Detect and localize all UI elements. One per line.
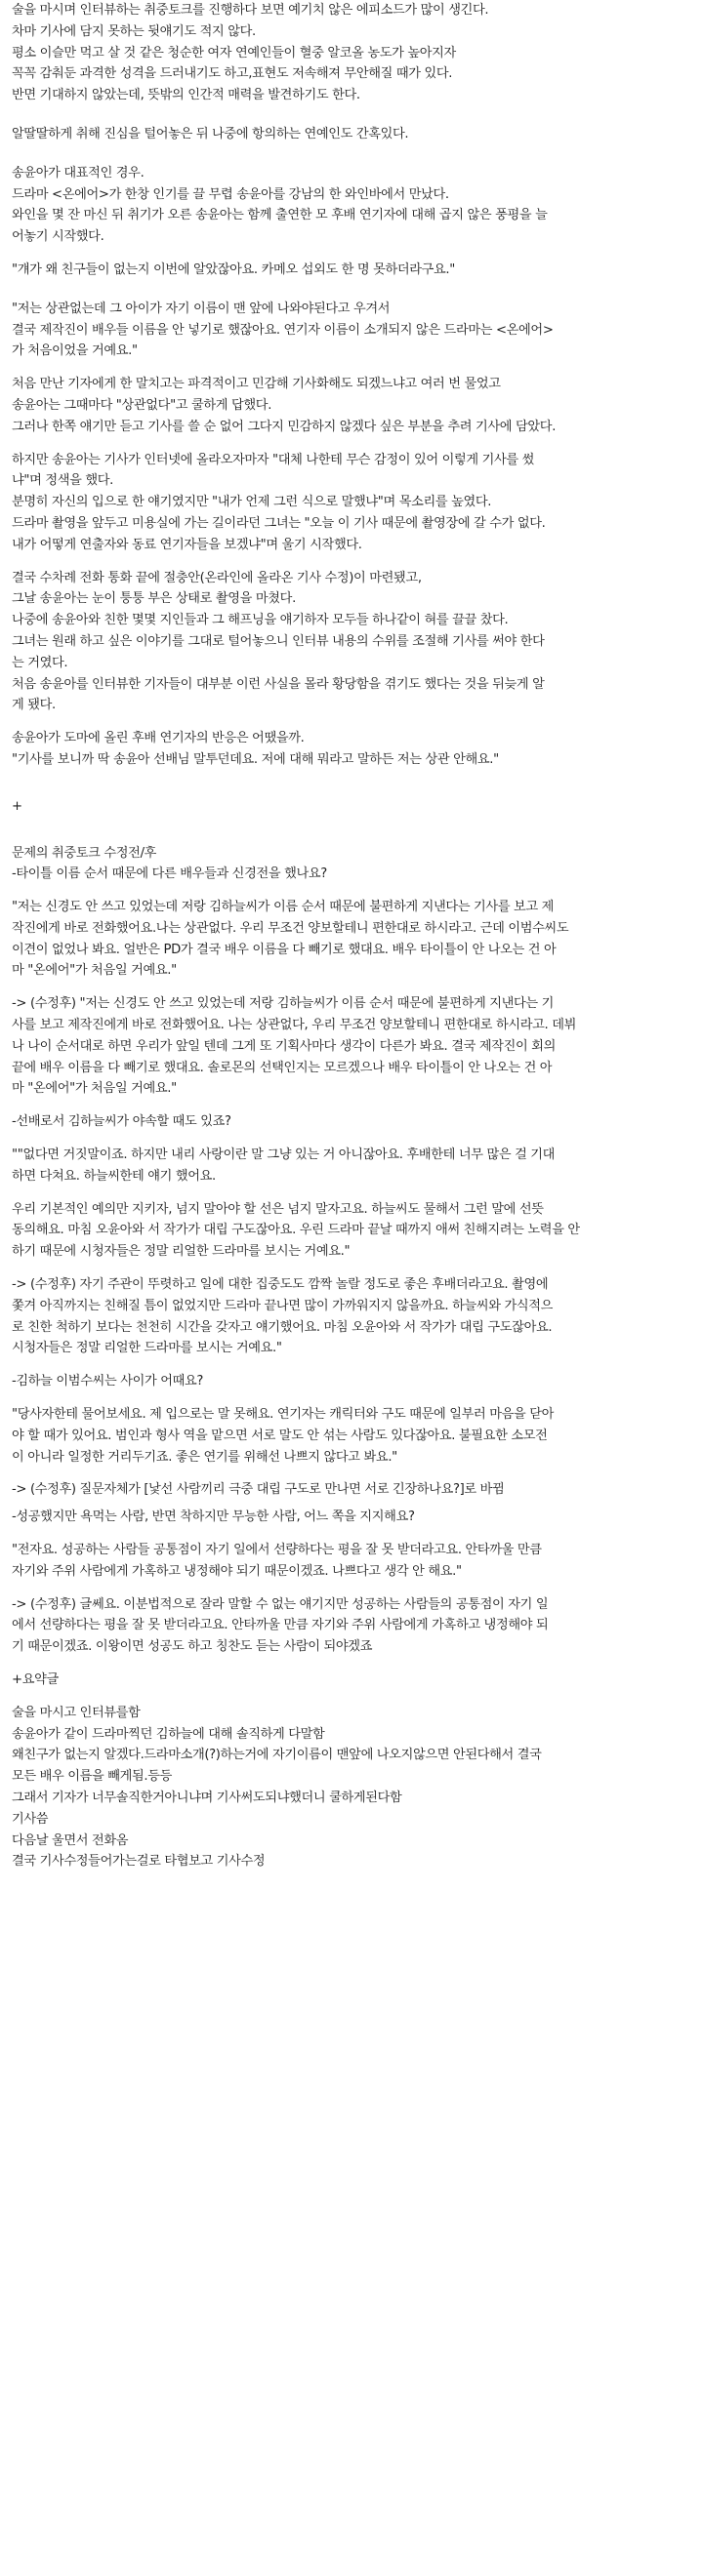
text-line: 송윤아가 같이 드라마찍던 김하늘에 대해 솔직하게 다말함 [12, 1726, 325, 1742]
text-line: 기 때문이겠죠. 이왕이면 성공도 하고 칭찬도 듣는 사람이 되야겠죠 [12, 1639, 373, 1655]
text-line: 그래서 기자가 너무솔직한거아니냐며 기사써도되냐했더니 쿨하게된다함 [12, 1790, 402, 1805]
text-line: 왜친구가 없는지 알겠다.드라마소개(?)하는거에 자기이름이 맨앞에 나오지않으면 안된다해서 결국 [12, 1748, 542, 1763]
text-line: 와인을 몇 잔 마신 뒤 취기가 오른 송윤아는 함께 출연한 모 후배 연기자에 대해 곱지 않은 풍평을 늘 [12, 208, 548, 223]
paragraph [12, 1404, 695, 1468]
article-body [12, 0, 695, 1872]
text-line: -> (수정후) 자기 주관이 뚜렷하고 일에 대한 집중도도 깜짝 놀랄 정도로 좋은 후배더라고요. 촬영에 [12, 1277, 549, 1293]
paragraph [12, 568, 695, 717]
text-line: -타이틀 이름 순서 때문에 다른 배우들과 신경전을 했나요? [12, 866, 327, 882]
text-line: 이견이 없었나 봐요. 얼반은 PD가 결국 배우 이름을 다 빼기로 했대요. 배우 타이틀이 안 나오는 건 아 [12, 942, 557, 957]
text-line: 사를 보고 제작진에게 바로 전화했어요. 나는 상관없다, 우리 무조건 양보할테니 편한대로 하시라고. 데뷔 [12, 1018, 576, 1033]
text-line: 자기와 주위 사람에게 가혹하고 냉정해야 되기 때문이겠죠. 나쁘다고 생각 안 해요." [12, 1563, 462, 1579]
paragraph [12, 1274, 695, 1359]
text-line: 그러나 한쪽 얘기만 듣고 기사를 쓸 순 없어 그다지 민감하지 않겠다 싶은 부분을 추려 기사에 담았다. [12, 419, 557, 434]
text-line: 그녀는 원래 하고 싶은 이야기를 그대로 털어놓으니 인터뷰 내용의 수위를 조절해 기사를 써야 한다 [12, 633, 545, 649]
text-line: 다음날 울면서 전화옴 [12, 1832, 129, 1848]
paragraph [12, 993, 695, 1100]
text-line: "당사자한테 물어보세요. 제 입으로는 말 못해요. 연기자는 캐릭터와 구도 때문에 일부러 마음을 닫아 [12, 1407, 555, 1423]
text-line: -> (수정후) 질문자체가 [낯선 사람끼리 극중 대립 구도로 만나면 서로 긴장하나요?]로 바뀜 [12, 1482, 505, 1498]
text-line: 처음 송윤아를 인터뷰한 기자들이 대부분 이런 사실을 몰라 황당함을 겪기도 했다는 것을 뒤늦게 알 [12, 676, 545, 692]
paragraph [12, 260, 695, 281]
text-line: 분명히 자신의 입으로 한 얘기였지만 "내가 언제 그런 식으로 말했냐"며 목소리를 높였다. [12, 495, 492, 510]
text-line: 술을 마시고 인터뷰를함 [12, 1705, 141, 1720]
text-line: "걔가 왜 친구들이 없는지 이번에 알았잖아요. 카메오 섭외도 한 명 못하더라구요." [12, 262, 455, 277]
text-line: 그날 송윤아는 눈이 퉁퉁 부은 상태로 촬영을 마쳤다. [12, 591, 296, 607]
text-line: -김하늘 이범수씨는 사이가 어때요? [12, 1374, 204, 1389]
paragraph [12, 1199, 695, 1263]
text-line: "기사를 보니까 딱 송윤아 선배님 말투던데요. 저에 대해 뭐라고 말하든 저는 상관 안해요." [12, 751, 499, 767]
text-line: +요약글 [12, 1672, 59, 1687]
text-line: 시청자들은 정말 리얼한 드라마를 보시는 거예요." [12, 1341, 282, 1356]
text-line: 차마 기사에 담지 못하는 뒷얘기도 적지 않다. [12, 23, 256, 39]
text-line: 드라마 촬영을 앞두고 미용실에 가는 길이라던 그녀는 "오늘 이 기사 때문에 촬영장에 갈 수가 없다. [12, 515, 546, 531]
text-line: 이 아니라 일정한 거리두기죠. 좋은 연기를 위해선 나쁘지 않다고 봐요." [12, 1449, 397, 1465]
text-line: 냐"며 정색을 했다. [12, 473, 113, 489]
text-line: 꼭꼭 감춰둔 과격한 성격을 드러내기도 하고,표현도 저속해져 무안해질 때가 있다. [12, 66, 453, 82]
text-line: 드라마 <온에어>가 한창 인기를 끌 무렵 송윤아를 강남의 한 와인바에서 만났다. [12, 186, 449, 202]
text-line: 송윤아가 도마에 올린 후배 연기자의 반응은 어땠을까. [12, 731, 305, 746]
paragraph [12, 450, 695, 556]
text-line: 알딸딸하게 취해 진심을 털어놓은 뒤 나중에 항의하는 연예인도 간혹있다. [12, 126, 409, 141]
text-line: -> (수정후) "저는 신경도 안 쓰고 있었는데 저랑 김하늘씨가 이름 순서 때문에 불편하게 지낸다는 기 [12, 996, 554, 1012]
text-line: 하기 때문에 시청자들은 정말 리얼한 드라마를 보시는 거예요." [12, 1244, 351, 1260]
paragraph [12, 1507, 695, 1528]
text-line: -> (수정후) 글쎄요. 이분법적으로 잘라 말할 수 없는 얘기지만 성공하는 사람들의 공통점이 자기 일 [12, 1596, 549, 1612]
paragraph [12, 1479, 695, 1501]
paragraph [12, 1371, 695, 1392]
text-line: 처음 만난 기자에게 한 말치고는 파격적이고 민감해 기사화해도 되겠느냐고 여러 번 물었고 [12, 377, 501, 392]
text-line: 하지만 송윤아는 기사가 인터넷에 올라오자마자 "대체 나한테 무슨 감정이 있어 이렇게 기사를 썼 [12, 452, 534, 467]
text-line: 게 됐다. [12, 698, 56, 713]
text-line: 마 "온에어"가 처음일 거예요." [12, 963, 177, 979]
text-line: 끝에 배우 이름을 다 빼기로 했대요. 솔로몬의 선택인지는 모르겠으나 배우 타이틀이 안 나오는 건 아 [12, 1060, 553, 1075]
text-line: 모든 배우 이름을 빼게됨.등등 [12, 1769, 173, 1785]
paragraph [12, 1703, 695, 1872]
paragraph [12, 1111, 695, 1133]
text-line: "저는 신경도 안 쓰고 있었는데 저랑 김하늘씨가 이름 순서 때문에 불편하게 지낸다는 기사를 보고 제 [12, 900, 555, 915]
paragraph [12, 796, 695, 818]
text-line: 야 할 때가 있어요. 범인과 형사 역을 맡으면 서로 말도 안 섞는 사람도 있다잖아요. 불필요한 소모전 [12, 1428, 548, 1443]
paragraph [12, 843, 695, 886]
text-line: 하면 다쳐요. 하늘씨한테 얘기 했어요. [12, 1168, 216, 1184]
text-line: 어놓기 시작했다. [12, 229, 104, 245]
text-line: -선배로서 김하늘씨가 야속할 때도 있죠? [12, 1114, 231, 1130]
text-line: 평소 이슬만 먹고 살 것 같은 청순한 여자 연예인들이 혈중 알코올 농도가 높아지자 [12, 45, 456, 60]
text-line: 내가 어떻게 연출자와 동료 연기자들을 보겠냐"며 울기 시작했다. [12, 537, 362, 552]
text-line: 나 나이 순서대로 하면 우리가 앞일 텐데 그게 또 기획사마다 생각이 다른가 봐요. 결국 제작진이 회의 [12, 1038, 557, 1054]
paragraph [12, 1145, 695, 1187]
text-line: 기사씀 [12, 1811, 49, 1827]
paragraph [12, 299, 695, 362]
text-line: 에서 선량하다는 평을 잘 못 받더라고요. 안타까울 만큼 자기와 주위 사람에게 가혹하고 냉정해야 되 [12, 1618, 549, 1633]
text-line: "저는 상관없는데 그 아이가 자기 이름이 맨 앞에 나와야된다고 우겨서 [12, 301, 391, 316]
paragraph [12, 728, 695, 771]
text-line: 송윤아가 대표적인 경우. [12, 165, 145, 181]
paragraph [12, 374, 695, 437]
text-line: 결국 기사수정들어가는걸로 타협보고 기사수정 [12, 1854, 266, 1870]
paragraph [12, 1540, 695, 1583]
text-line: + [12, 798, 22, 814]
text-line: 우리 기본적인 예의만 지키자, 넘지 말아야 할 선은 넘지 말자고요. 하늘씨도 물해서 그런 말에 선뜻 [12, 1201, 544, 1217]
text-line: 송윤아는 그때마다 "상관없다"고 쿨하게 답했다. [12, 397, 272, 413]
paragraph [12, 0, 695, 106]
text-line: -성공했지만 욕먹는 사람, 반면 착하지만 무능한 사람, 어느 쪽을 지지해요? [12, 1509, 415, 1525]
text-line: 결국 수차례 전화 통화 끝에 절충안(온라인에 올라온 기사 수정)이 마련됐고, [12, 570, 422, 585]
text-line: 반면 기대하지 않았는데, 뜻밖의 인간적 매력을 발견하기도 한다. [12, 88, 360, 103]
paragraph [12, 897, 695, 982]
text-line: 마 "온에어"가 처음일 거예요." [12, 1081, 177, 1097]
text-line: 작진에게 바로 전화했어요.나는 상관없다. 우리 무조건 양보할테니 편한대로 하시라고. 근데 이범수씨도 [12, 920, 569, 936]
text-line: 결국 제작진이 배우들 이름을 안 넣기로 했잖아요. 연기자 이름이 소개되지 않은 드라마는 <온에어> [12, 322, 554, 338]
text-line: 문제의 취중토크 수정전/후 [12, 845, 157, 861]
paragraph [12, 124, 695, 145]
text-line: "전자요. 성공하는 사람들 공통점이 자기 일에서 선량하다는 평을 잘 못 받더라고요. 안타까울 만큼 [12, 1543, 542, 1558]
paragraph [12, 163, 695, 248]
text-line: 나중에 송윤아와 친한 몇몇 지인들과 그 해프닝을 얘기하자 모두들 하나같이 혀를 끌끌 찼다. [12, 613, 509, 628]
paragraph [12, 1594, 695, 1658]
text-line: 로 친한 척하기 보다는 천천히 시간을 갖자고 얘기했어요. 마침 오윤아와 서 작가가 대립 구도잖아요. [12, 1319, 553, 1335]
text-line: 동의해요. 마침 오윤아와 서 작가가 대립 구도잖아요. 우린 드라마 끝날 때까지 애써 친해지려는 노력을 안 [12, 1223, 580, 1238]
text-line: 가 처음이었을 거예요." [12, 343, 138, 359]
paragraph [12, 1670, 695, 1691]
text-line: 는 거였다. [12, 655, 68, 670]
text-line: ""없다면 거짓말이죠. 하지만 내리 사랑이란 말 그냥 있는 거 아니잖아요. 후배한테 너무 많은 걸 기대 [12, 1147, 556, 1163]
text-line: 쫓겨 아직까지는 친해질 틈이 없었지만 드라마 끝나면 많이 가까워지지 않을까요. 하늘씨와 가식적으 [12, 1298, 554, 1313]
text-line: 술을 마시며 인터뷰하는 취중토크를 진행하다 보면 예기치 않은 에피소드가 많이 생긴다. [12, 3, 489, 18]
